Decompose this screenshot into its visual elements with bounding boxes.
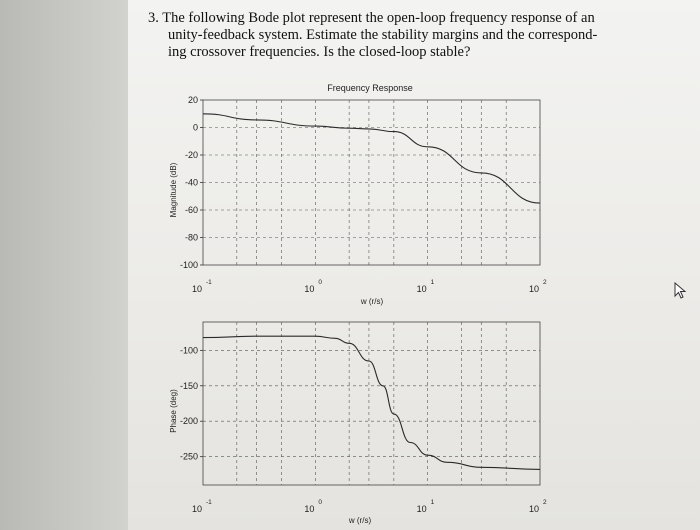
phase-series [203, 336, 540, 469]
y-tick-label: -200 [179, 416, 198, 427]
x-tick-exponent: 2 [543, 279, 547, 286]
phase-x-label: w (r/s) [348, 516, 372, 525]
question-line-2: unity-feedback system. Estimate the stability margins and the correspond- [168, 27, 598, 43]
question-line-1: 3. The following Bode plot represent the open-loop frequency response of an [148, 10, 595, 26]
x-tick-label [529, 504, 539, 514]
x-tick-label [529, 284, 539, 294]
series-line [203, 336, 540, 469]
x-tick-exponent: 0 [318, 279, 322, 286]
y-tick-label: -80 [184, 232, 198, 243]
x-tick-label [304, 504, 314, 514]
y-tick-label: -20 [184, 150, 198, 160]
x-tick-base: 10 [304, 284, 315, 294]
magnitude-chart-title: Frequency Response [327, 83, 413, 93]
series-line [203, 114, 540, 203]
y-tick-label: 20 [187, 95, 198, 105]
question-line-3: ing crossover frequencies. Is the closed-loop stable? [168, 44, 471, 60]
x-tick-exponent: 2 [543, 499, 547, 506]
y-tick-label: -150 [179, 380, 198, 391]
x-tick-label [417, 284, 427, 294]
x-tick-label [417, 504, 427, 514]
phase-plot-area [203, 322, 540, 485]
phase-y-ticks [180, 345, 203, 461]
magnitude-x-ticks [192, 279, 547, 294]
magnitude-y-ticks [180, 95, 203, 270]
x-tick-base: 10 [528, 504, 540, 514]
x-tick-base: 10 [304, 504, 315, 514]
x-tick-base: 10 [191, 284, 203, 294]
x-tick-exponent: -1 [206, 279, 212, 286]
x-tick-exponent: -1 [206, 499, 212, 506]
x-tick-base: 10 [416, 284, 427, 294]
y-tick-label: -100 [179, 345, 198, 356]
y-tick-label: -40 [184, 177, 198, 188]
x-tick-base: 10 [191, 504, 203, 514]
x-tick-exponent: 1 [430, 279, 435, 286]
magnitude-y-label: Magnitude (dB) [169, 162, 178, 218]
magnitude-series [203, 114, 540, 203]
phase-grid [203, 322, 540, 485]
cursor-arrow-icon [674, 282, 688, 300]
x-tick-base: 10 [416, 504, 427, 514]
magnitude-x-label: w (r/s) [360, 297, 384, 306]
y-tick-label: 0 [192, 122, 198, 133]
y-tick-label: -250 [179, 451, 198, 462]
x-tick-base: 10 [528, 284, 540, 294]
x-tick-exponent: 0 [318, 499, 322, 506]
x-tick-label [192, 504, 202, 514]
magnitude-plot [169, 83, 547, 306]
x-tick-label [192, 284, 202, 294]
x-tick-exponent: 1 [430, 499, 435, 506]
x-tick-label [304, 284, 314, 294]
phase-x-ticks [192, 499, 547, 514]
y-tick-label: -100 [179, 260, 198, 270]
magnitude-grid [203, 100, 540, 265]
y-tick-label: -60 [184, 205, 198, 215]
phase-y-label: Phase (deg) [169, 389, 178, 433]
phase-plot [169, 322, 547, 525]
